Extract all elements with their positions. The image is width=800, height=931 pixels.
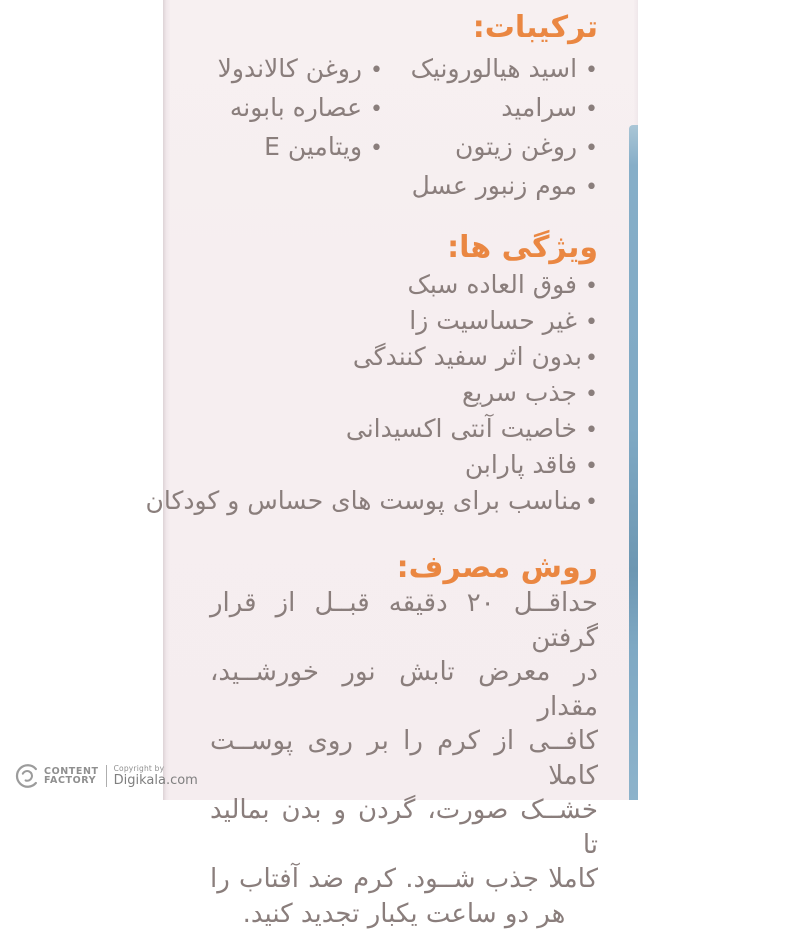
feature-label: غیر حساسیت زا — [409, 306, 577, 335]
features-heading: ویژگی ها: — [210, 228, 598, 268]
usage-line: کافــی از کرم را بر روی پوســت کاملا — [210, 724, 598, 793]
content-factory-logo-icon — [13, 762, 41, 790]
feature-item — [210, 340, 598, 376]
bullet-icon: • — [585, 450, 598, 484]
bullet-icon: • — [585, 378, 598, 412]
ingredient-label: اسید هیالورونیک — [411, 54, 577, 83]
content-factory-wordmark — [44, 767, 99, 786]
ingredients-list — [210, 50, 598, 206]
feature-label: فاقد پارابن — [465, 450, 577, 479]
usage-line: حداقــل ۲۰ دقیقه قبــل از قرار گرفتن — [210, 586, 598, 655]
ingredient-item — [210, 50, 383, 89]
bullet-icon: • — [585, 306, 598, 340]
ingredient-label: روغن کالاندولا — [218, 54, 362, 83]
feature-item — [210, 376, 598, 412]
box-blue-edge — [629, 125, 638, 800]
copyright-block — [114, 764, 198, 788]
ingredient-item — [383, 89, 598, 128]
usage-line: خشــک صورت، گردن و بدن بمالید تا — [210, 793, 598, 862]
usage-line: کاملا جذب شــود. کرم ضد آفتاب را — [210, 862, 598, 897]
bullet-icon: • — [585, 130, 598, 167]
ingredient-item — [383, 167, 598, 206]
feature-item — [210, 304, 598, 340]
feature-item — [210, 412, 598, 448]
bullet-icon: • — [585, 52, 598, 89]
bullet-icon: • — [370, 91, 383, 128]
copyright-label: Copyright by — [114, 764, 198, 773]
ingredient-label: روغن زیتون — [455, 132, 577, 161]
ingredient-item-empty — [210, 167, 383, 206]
bullet-icon: • — [585, 342, 598, 376]
feature-item — [210, 268, 598, 304]
feature-label: خاصیت آنتی اکسیدانی — [346, 414, 577, 443]
content-factory-watermark — [13, 762, 198, 790]
copyright-site: Digikala.com — [114, 773, 198, 788]
watermark-divider — [106, 765, 107, 787]
ingredient-label: عصاره بابونه — [230, 93, 362, 122]
usage-line: هر دو ساعت یکبار تجدید کنید. — [210, 897, 598, 931]
brand-line2: FACTORY — [44, 776, 99, 786]
feature-label: جذب سریع — [462, 378, 577, 407]
ingredient-label: ویتامین E — [264, 132, 362, 161]
label-text-content — [210, 0, 598, 931]
label-left-edge-shadow — [163, 0, 170, 800]
usage-line: در معرض تابش نور خورشــید، مقدار — [210, 655, 598, 724]
bullet-icon: • — [585, 169, 598, 206]
ingredient-label: سرامید — [501, 93, 577, 122]
bullet-icon: • — [370, 52, 383, 89]
bullet-icon: • — [585, 91, 598, 128]
usage-paragraph — [210, 586, 598, 931]
usage-heading: روش مصرف: — [210, 550, 598, 586]
ingredient-item — [210, 128, 383, 167]
feature-item — [210, 448, 598, 484]
bullet-icon: • — [585, 270, 598, 304]
bullet-icon: • — [585, 486, 598, 520]
feature-item — [210, 484, 598, 520]
bullet-icon: • — [370, 130, 383, 167]
brand-line1: CONTENT — [44, 767, 99, 777]
ingredients-heading: ترکیبات: — [210, 8, 598, 48]
bullet-icon: • — [585, 414, 598, 448]
ingredient-item — [383, 50, 598, 89]
feature-label: فوق العاده سبک — [408, 270, 578, 299]
ingredient-item — [383, 128, 598, 167]
packaging-label — [163, 0, 638, 800]
features-list — [210, 268, 598, 520]
ingredient-item — [210, 89, 383, 128]
feature-label: بدون اثر سفید کنندگی — [353, 342, 582, 371]
ingredient-label: موم زنبور عسل — [412, 171, 577, 200]
feature-label: مناسب برای پوست های حساس و کودکان — [145, 486, 582, 515]
